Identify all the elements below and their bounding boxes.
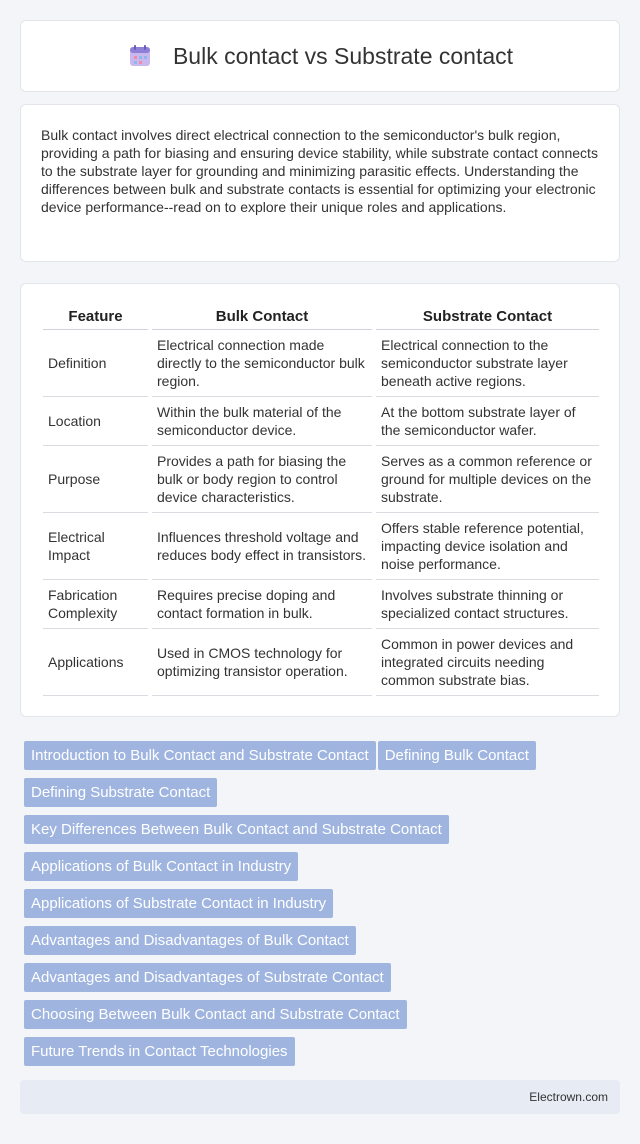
table-row <box>43 513 599 580</box>
page-title: Bulk contact vs Substrate contact <box>172 42 514 69</box>
table-cell-substrate: Involves substrate thinning or specialized contact structures. <box>376 580 599 629</box>
header-feature: Feature <box>43 304 148 330</box>
footer-site-name[interactable]: Electrown.com <box>529 1090 608 1104</box>
intro-card <box>20 104 620 262</box>
topic-link[interactable]: Advantages and Disadvantages of Substrate Contact <box>24 963 391 992</box>
topic-link[interactable]: Defining Bulk Contact <box>378 741 536 770</box>
table-cell-feature: Purpose <box>43 446 148 513</box>
table-cell-feature: Applications <box>43 629 148 696</box>
topic-link[interactable]: Advantages and Disadvantages of Bulk Contact <box>24 926 356 955</box>
table-cell-bulk: Electrical connection made directly to the semiconductor bulk region. <box>152 330 372 397</box>
table-row <box>43 580 599 629</box>
table-cell-bulk: Requires precise doping and contact formation in bulk. <box>152 580 372 629</box>
table-cell-feature: Electrical Impact <box>43 513 148 580</box>
intro-paragraph: Bulk contact involves direct electrical connection to the semiconductor's bulk region, providing a path for biasing and ensuring device stability, while substrate contact connects to the substrate layer for grounding and minimizing parasitic effects. Understanding the differences between bulk and substrate contacts is essential for optimizing your electronic device performance--read on to explore their unique roles and applications. <box>41 127 598 215</box>
title-card <box>20 20 620 92</box>
footer <box>20 1080 620 1114</box>
calendar-icon <box>127 43 153 69</box>
table-cell-feature: Definition <box>43 330 148 397</box>
topic-link[interactable]: Key Differences Between Bulk Contact and Substrate Contact <box>24 815 449 844</box>
topic-link[interactable]: Future Trends in Contact Technologies <box>24 1037 295 1066</box>
table-row <box>43 446 599 513</box>
topic-link[interactable]: Defining Substrate Contact <box>24 778 217 807</box>
table-cell-bulk: Provides a path for biasing the bulk or body region to control device characteristics. <box>152 446 372 513</box>
table-row <box>43 397 599 446</box>
header-bulk-contact: Bulk Contact <box>152 304 372 330</box>
table-row <box>43 629 599 696</box>
table-cell-substrate: Serves as a common reference or ground for multiple devices on the substrate. <box>376 446 599 513</box>
table-row <box>43 330 599 397</box>
table-cell-feature: Fabrication Complexity <box>43 580 148 629</box>
table-cell-bulk: Within the bulk material of the semiconductor device. <box>152 397 372 446</box>
table-cell-feature: Location <box>43 397 148 446</box>
topic-link[interactable]: Choosing Between Bulk Contact and Substrate Contact <box>24 1000 407 1029</box>
topic-link[interactable]: Applications of Bulk Contact in Industry <box>24 852 298 881</box>
comparison-table-card <box>20 283 620 717</box>
topic-link[interactable]: Applications of Substrate Contact in Industry <box>24 889 333 918</box>
topic-links <box>24 741 620 1074</box>
table-cell-substrate: Common in power devices and integrated circuits needing common substrate bias. <box>376 629 599 696</box>
header-substrate-contact: Substrate Contact <box>376 304 599 330</box>
topic-link[interactable]: Introduction to Bulk Contact and Substrate Contact <box>24 741 376 770</box>
table-cell-bulk: Influences threshold voltage and reduces body effect in transistors. <box>152 513 372 580</box>
table-cell-bulk: Used in CMOS technology for optimizing transistor operation. <box>152 629 372 696</box>
table-cell-substrate: Offers stable reference potential, impacting device isolation and noise performance. <box>376 513 599 580</box>
table-cell-substrate: Electrical connection to the semiconductor substrate layer beneath active regions. <box>376 330 599 397</box>
table-header-row <box>43 304 599 330</box>
table-cell-substrate: At the bottom substrate layer of the semiconductor wafer. <box>376 397 599 446</box>
comparison-table <box>39 304 603 696</box>
